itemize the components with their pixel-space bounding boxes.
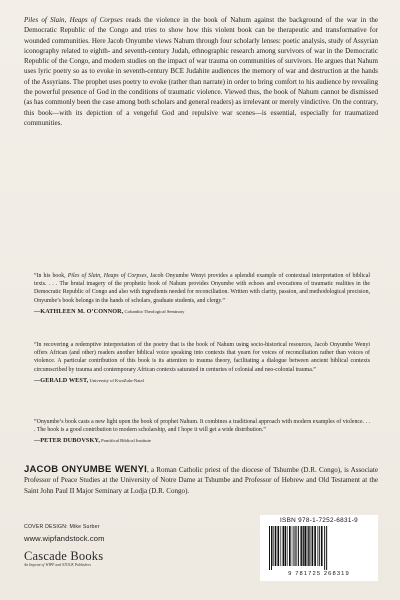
- publisher-url: www.wipfandstock.com: [24, 534, 105, 543]
- barcode-bar: [309, 526, 310, 566]
- barcode-bar: [280, 526, 281, 566]
- barcode-bar: [285, 526, 287, 566]
- barcode-bar: [319, 526, 320, 566]
- barcode-bar: [287, 526, 288, 566]
- quote-title: Piles of Slain, Heaps of Corpses: [67, 273, 147, 279]
- barcode-bar: [275, 526, 277, 566]
- publisher-logo: [24, 549, 112, 575]
- endorser-affiliation: University of KwaZulu-Natal: [88, 377, 144, 383]
- description-text: reads the violence in the book of Nahum against the background of the war in the Democratic Republic of the Congo and tries to show how this violent book can be therapeutic and transformative for wounded communities. Here Jacob Onyumbe views Nahum through four scholarly lenses: poetic analysis, study of Assyrian iconography related to eighth- and seventh-century Judah, ethnographic research among survivors of war in the Democratic Republic of the Congo, and modern studies on the impact of war trauma on communities of survivors. He argues that Nahum uses lyric poetry so as to evoke in seventh-century BCE Judahite audiences the memory of war and destruction at the hands of the Assyrians. The prophet uses poetry to evoke (rather than narrate) in order to bring comfort to his audience by revealing the powerful presence of God in the conditions of traumatic violence. Viewed thus, the book of Nahum cannot be dismissed (as has commonly been the case among both scholars and general readers) as irrelevant or merely vindictive. On the contrary, this book—with its depiction of a vengeful God and repulsive war scenes—is essential, especially for traumatized communities.: [24, 16, 378, 127]
- barcode-bar: [326, 526, 327, 570]
- barcode-bar: [307, 526, 308, 566]
- endorsement-oconnor: [34, 272, 370, 316]
- barcode-bar: [292, 526, 293, 566]
- barcode-bar: [269, 526, 270, 570]
- barcode-bar: [283, 526, 284, 566]
- endorsement-dubovsky: [34, 418, 370, 446]
- endorsement-attribution: [34, 308, 370, 316]
- barcode-digits: 9 781725 268319: [288, 571, 350, 577]
- endorsement-quote: [34, 341, 370, 374]
- barcode-bar: [303, 526, 304, 566]
- quote-text: “In his book,: [34, 273, 68, 279]
- cover-design-credit: COVER DESIGN: Mike Surber: [24, 524, 100, 530]
- barcode-bar: [298, 526, 299, 566]
- barcode-bars: [269, 526, 369, 570]
- book-description: [24, 15, 378, 128]
- barcode-bar: [301, 526, 302, 566]
- endorser-affiliation: Pontifical Biblical Institute: [100, 438, 151, 444]
- barcode-bar: [289, 526, 291, 566]
- endorser-affiliation: Columbia Theological Seminary: [123, 308, 185, 314]
- author-bio-text: , a Roman Catholic priest of the diocese of Tshumbe (D.R. Congo), is Associate Professor of Peace Studies at the University of Notre Dame at Tshumbe and Professor of Hebrew and Old Testament at the Saint John Paul II Major Seminary at Lodja (D.R. Congo).: [24, 466, 379, 495]
- barcode-bar: [282, 526, 283, 566]
- barcode-bar: [321, 526, 323, 566]
- barcode-bar: [271, 526, 272, 570]
- barcode-bar: [317, 526, 318, 566]
- barcode-bar: [295, 526, 296, 566]
- publisher-name: Cascade Books: [24, 549, 104, 563]
- endorser-name: —GERALD WEST,: [34, 376, 89, 384]
- author-bio: [24, 465, 378, 496]
- description-title: Piles of Slain, Heaps of Corpses: [24, 16, 123, 24]
- quote-text: “In recovering a redemptive interpretation of the poetry that is the book of Nahum using socio-historical resources, Jacob Onyumbe Wenyi offers African (and other) readers another biblical voice speaking into contexts that yearn for voices of reconciliation rather than voices of violence. A particular contribution of this book is its attention to trauma theory, facilitating a dialogue between ancient biblical contexts circumscribed by trauma and contemporary African contexts saturated in centuries of colonial and neo-colonial trauma.”: [34, 342, 370, 373]
- barcode-bar: [300, 526, 301, 566]
- endorsement-west: [34, 341, 370, 385]
- barcode-bar: [296, 526, 297, 566]
- barcode-bar: [308, 526, 309, 566]
- endorsement-attribution: [34, 377, 370, 385]
- barcode-bar: [312, 526, 314, 566]
- endorser-name: —PETER DUBOVSKY,: [34, 437, 101, 445]
- endorser-name: —KATHLEEN M. O’CONNOR,: [34, 307, 124, 315]
- barcode-bar: [314, 526, 316, 566]
- isbn-barcode: [260, 515, 378, 581]
- endorsement-quote: [34, 418, 370, 434]
- isbn-label: ISBN 978-1-7252-6831-9: [279, 517, 358, 524]
- quote-text-cont: , Jacob Onyumbe Wenyi provides a splendid example of contextual interpretation of biblical texts. . . . The brutal imagery of the prophetic book of Nahum provides Onyumbe with echoes and evocations of traumatic realities in the Democratic Republic of Congo and also with ingredients needed for reconciliation. Written with clarity, passion, and methodological precision, Onyumbe’s book belongs in the hands of scholars, graduate students, and clergy.”: [34, 273, 370, 304]
- barcode-bar: [293, 526, 294, 566]
- quote-text: “Onyumbe’s book casts a new light upon the book of prophet Nahum. It combines a traditional approach with modern examples of violence. . . . The book is a good contribution to modern scholarship, and I hope it will get a wide distribution.”: [34, 419, 370, 434]
- endorsement-attribution: [34, 437, 370, 445]
- barcode-bar: [304, 526, 306, 566]
- barcode-bar: [277, 526, 279, 566]
- publisher-imprint: An Imprint of WIPF and STOCK Publishers: [24, 563, 92, 567]
- barcode-bar: [273, 526, 274, 566]
- author-name: JACOB ONYUMBE WENYI: [24, 464, 147, 475]
- endorsement-quote: [34, 272, 370, 305]
- barcode-bar: [324, 526, 325, 570]
